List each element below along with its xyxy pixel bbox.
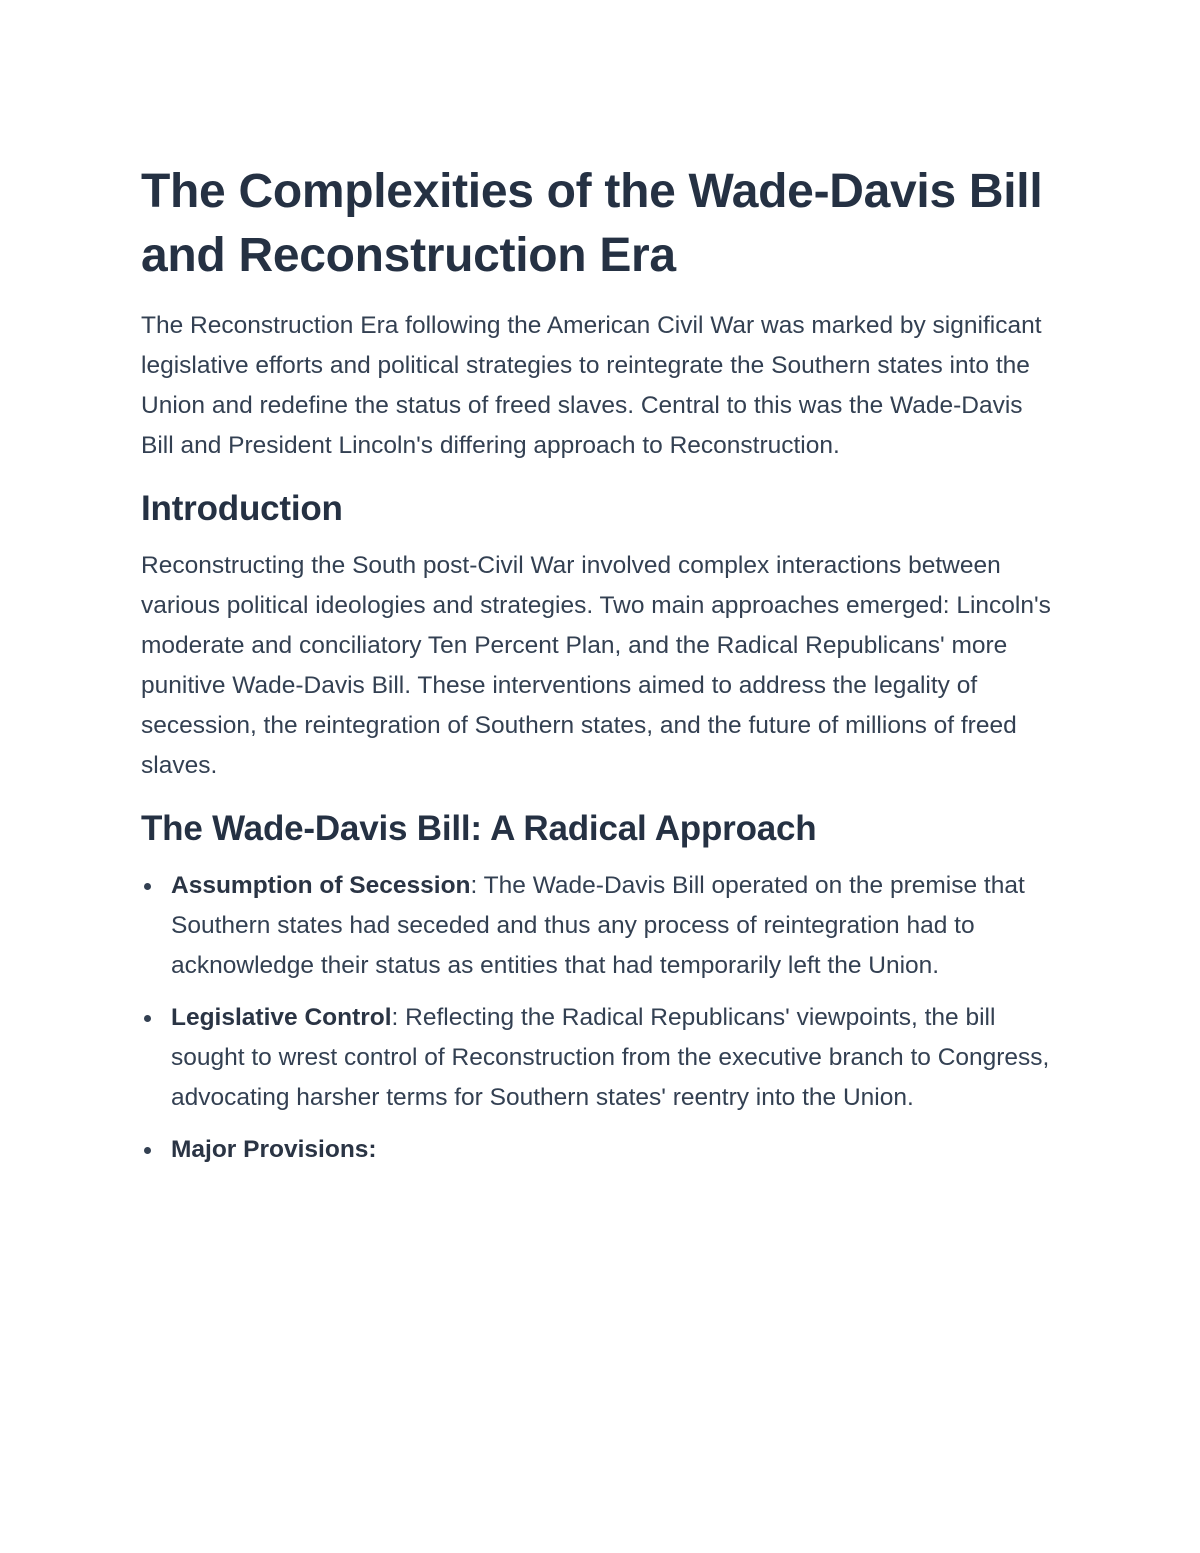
section-heading-introduction: Introduction bbox=[141, 489, 343, 528]
list-item bbox=[141, 998, 1061, 1118]
list-item bbox=[141, 1130, 1061, 1170]
list-item-term: Major Provisions: bbox=[171, 1136, 377, 1163]
list-item-term: Legislative Control bbox=[171, 1004, 392, 1031]
section-heading-wade-davis: The Wade-Davis Bill: A Radical Approach bbox=[141, 809, 817, 848]
list-item-term: Assumption of Secession bbox=[171, 872, 471, 899]
list-item bbox=[141, 866, 1061, 986]
bullet-icon bbox=[144, 1015, 151, 1022]
bullet-icon bbox=[144, 1147, 151, 1154]
list-item-text: : The Wade-Davis Bill operated on the premise that Southern states had seceded and thus any process of reintegration had to acknowledge their status as entities that had temporarily left the Union. bbox=[171, 872, 1025, 979]
document-page bbox=[141, 160, 1061, 1182]
wade-davis-list bbox=[141, 866, 1061, 1170]
introduction-paragraph: Reconstructing the South post-Civil War involved complex interactions between various political ideologies and strategies. Two main approaches emerged: Lincoln's moderate and conciliatory Ten Percent Plan, and the Radical Republicans' more punitive Wade-Davis Bill. These interventions aimed to address the legality of secession, the reintegration of Southern states, and the future of millions of freed slaves. bbox=[141, 552, 1051, 779]
list-item-text: : Reflecting the Radical Republicans' viewpoints, the bill sought to wrest control of Reconstruction from the executive branch to Congress, advocating harsher terms for Southern states' reentry into the Union. bbox=[171, 1004, 1050, 1111]
bullet-icon bbox=[144, 883, 151, 890]
page-title: The Complexities of the Wade-Davis Bill and Reconstruction Era bbox=[141, 165, 1043, 282]
intro-paragraph: The Reconstruction Era following the American Civil War was marked by significant legislative efforts and political strategies to reintegrate the Southern states into the Union and redefine the status of freed slaves. Central to this was the Wade-Davis Bill and President Lincoln's differing approach to Reconstruction. bbox=[141, 312, 1042, 459]
